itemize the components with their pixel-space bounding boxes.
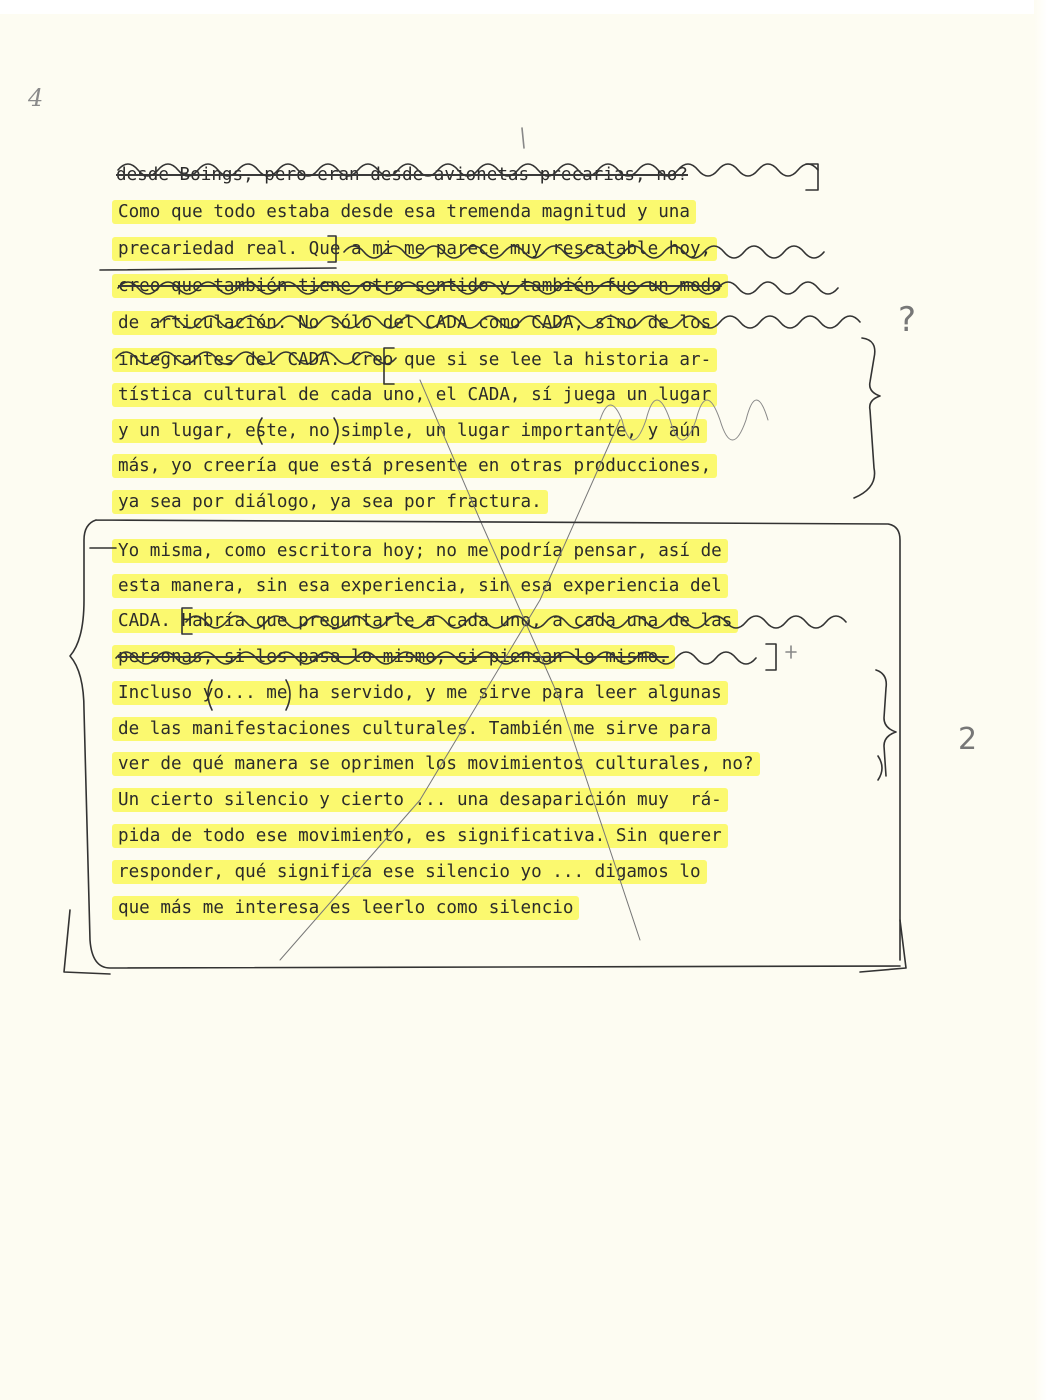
text-line-18: Un cierto silencio y cierto ... una desaparición muy rá- [116,785,728,815]
bracket-line-1 [806,164,818,190]
text-line-14: personas, si les pasa lo mismo, si piensan lo mismo. [116,642,675,672]
underline-precariedad [100,268,336,270]
brace-right-1 [854,338,880,498]
page-number: 4 [28,84,44,112]
text-line-3: precariedad real. Que a mi me parece muy rescatable hoy, [116,234,717,264]
margin-number-two: 2 [958,722,978,757]
margin-question-mark: ? [898,300,917,340]
mark-top-center [522,128,524,148]
text-line-2: Como que todo estaba desde esa tremenda magnitud y una [116,197,696,227]
brace-right-2 [876,670,896,776]
text-line-7: tística cultural de cada uno, el CADA, sí juega un lugar [116,380,717,410]
text-line-11: Yo misma, como escritora hoy; no me podría pensar, así de [116,536,728,566]
bracket-outer-left [64,910,110,974]
text-line-20: responder, qué significa ese silencio yo ... digamos lo [116,857,707,887]
text-line-13: CADA. Habría que preguntarle a cada uno, a cada una de las [116,606,738,636]
text-line-21: que más me interesa es leerlo como silencio [116,893,579,923]
bracket-outer-right [860,920,906,972]
text-line-5: de articulación. No sólo del CADA como CADA, sino de los [116,308,717,338]
text-line-19: pida de todo ese movimiento, es significativa. Sin querer [116,821,728,851]
page-top-edge [0,0,1048,14]
text-line-10: ya sea por diálogo, ya sea por fractura. [116,487,548,517]
text-line-1: desde Boings, pero eran desde avionetas precarias, no? [116,165,688,185]
text-line-9: más, yo creería que está presente en otras producciones, [116,451,717,481]
text-line-15: Incluso yo... me ha servido, y me sirve para leer algunas [116,678,728,708]
bracket-mismo [766,644,776,670]
text-line-17: ver de qué manera se oprimen los movimientos culturales, no? [116,749,760,779]
text-line-12: esta manera, sin esa experiencia, sin esa experiencia del [116,571,728,601]
text-line-6: integrantes del CADA. Creo que si se lee la historia ar- [116,345,717,375]
page-right-edge [1034,0,1048,1400]
text-line-8: y un lugar, este, no simple, un lugar importante, y aún [116,416,707,446]
paren-no-close [878,756,882,780]
text-line-4: creo que también tiene otro sentido y también fue un modo [116,271,728,301]
text-line-16: de las manifestaciones culturales. También me sirve para [116,714,717,744]
mark-plus [786,646,796,658]
